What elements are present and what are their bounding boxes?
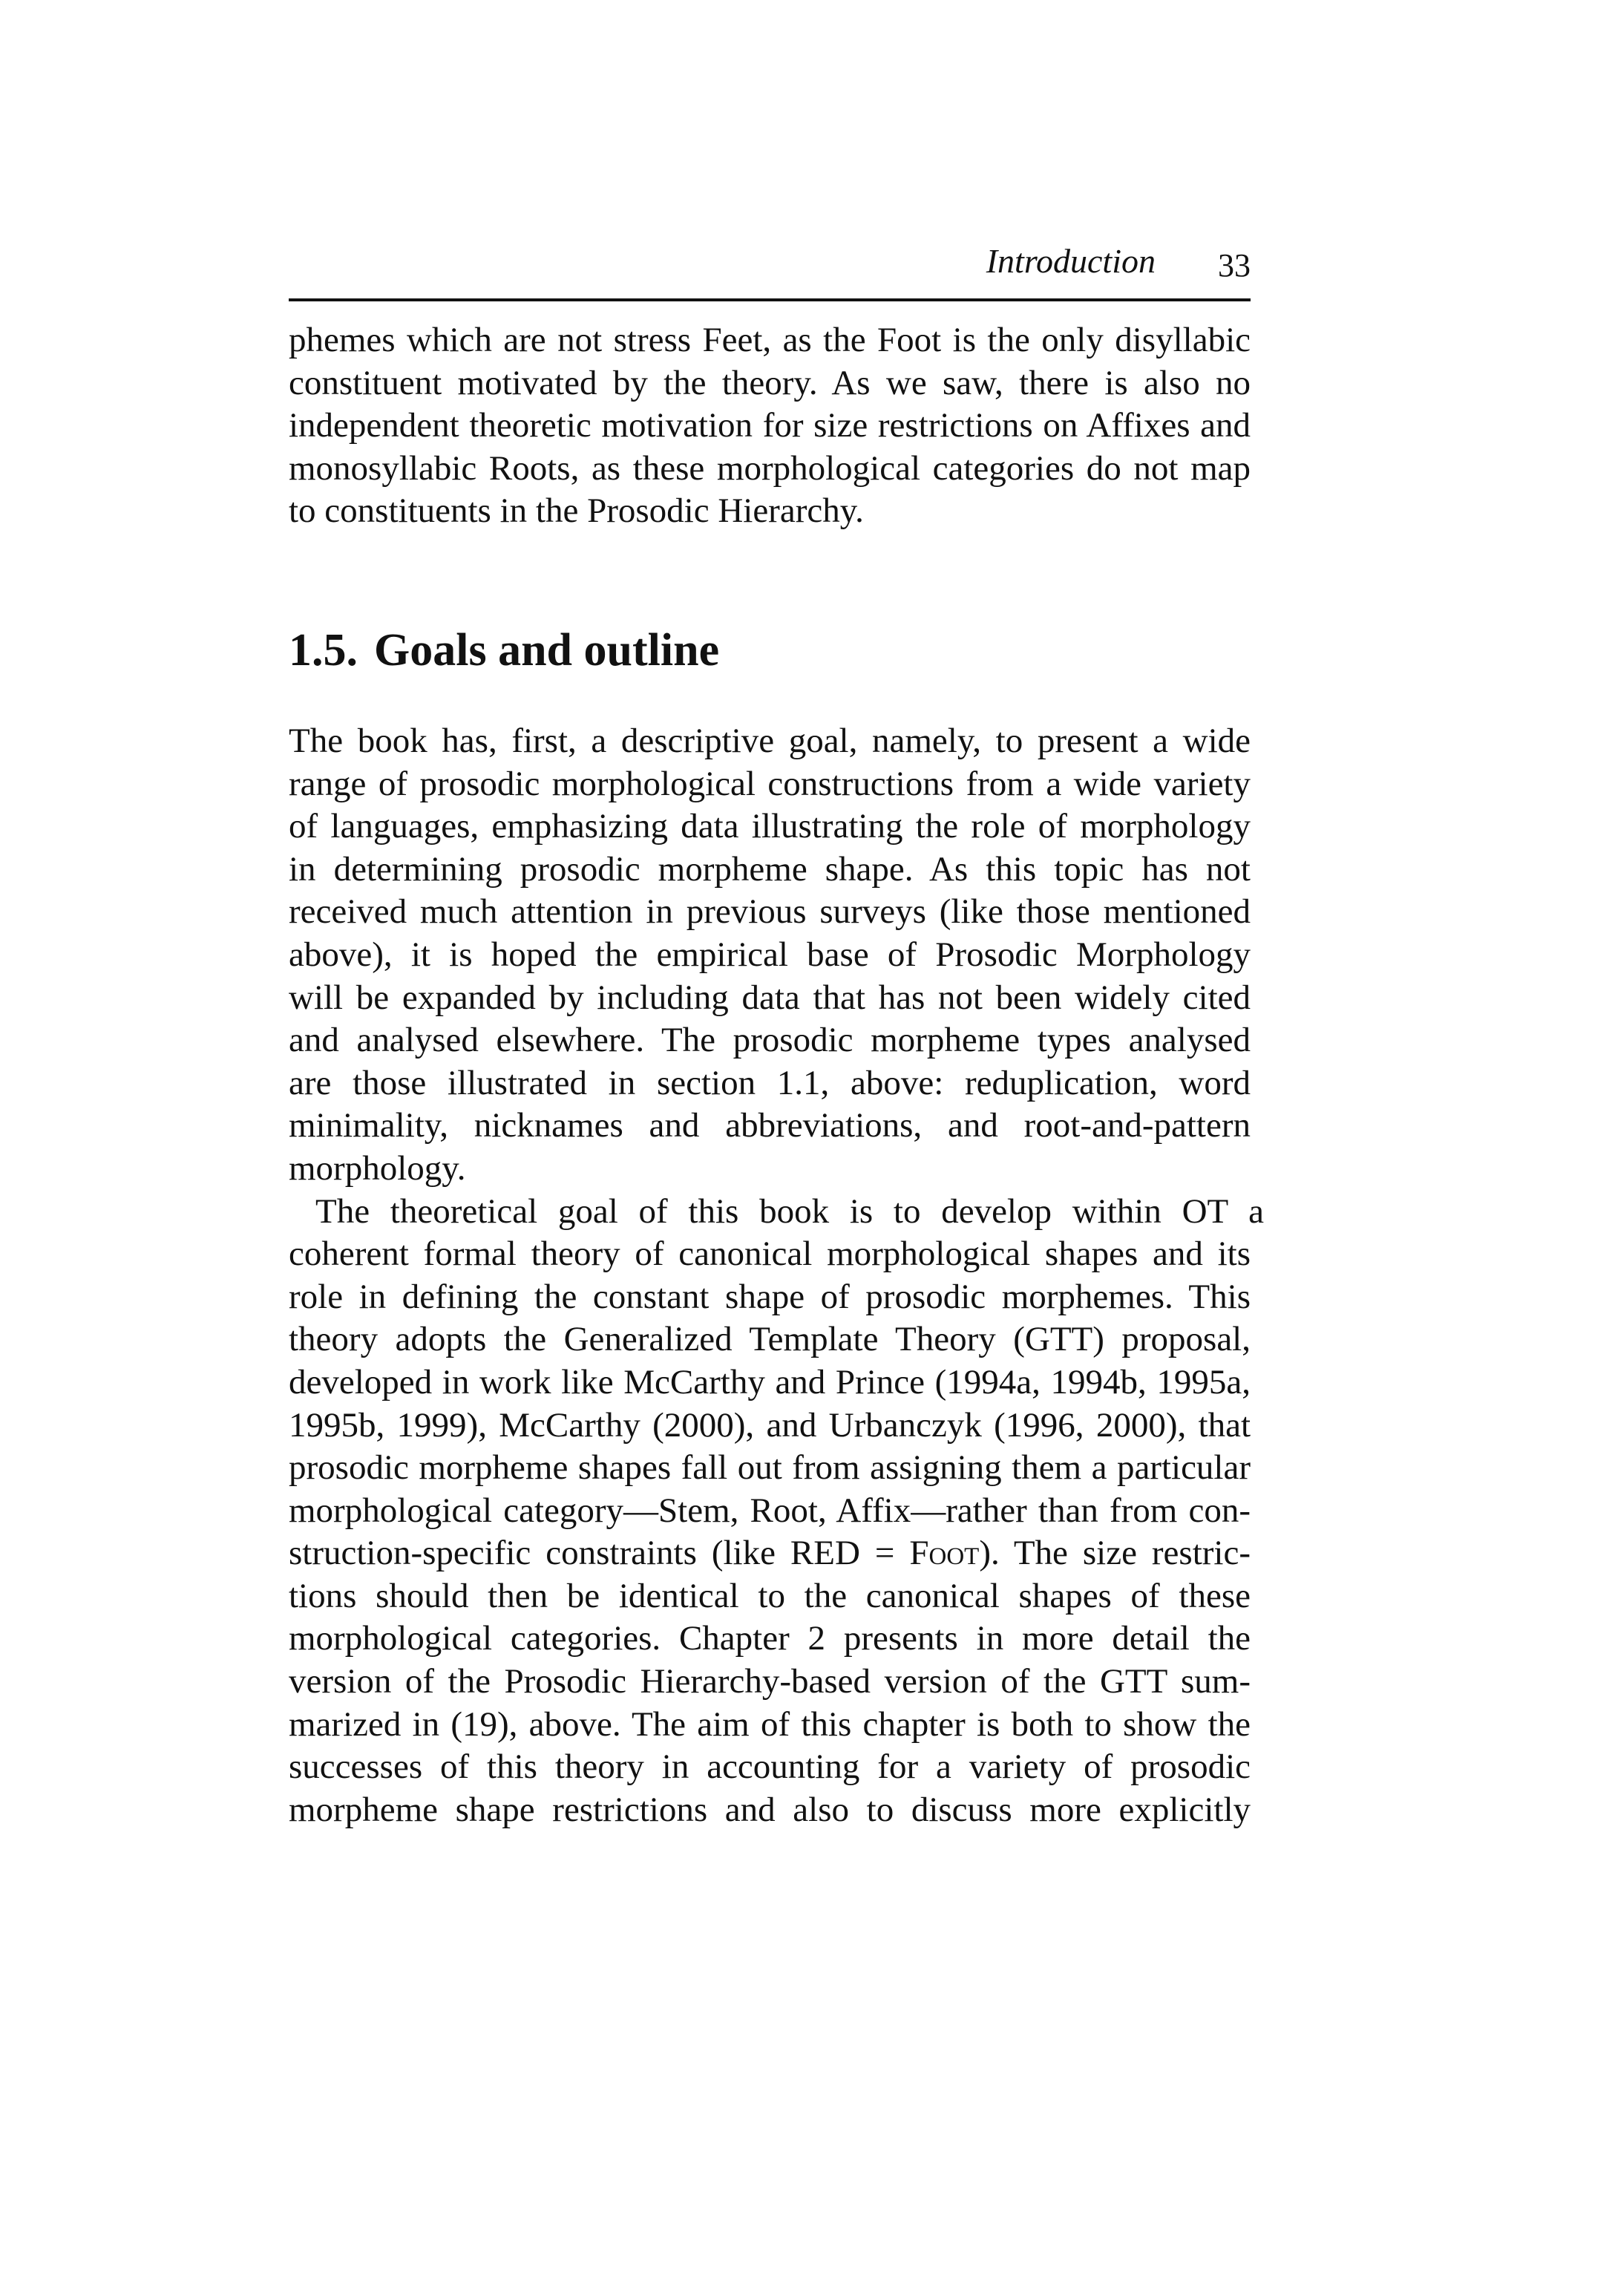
text-line: received much attention in previous surveys (like those mentioned xyxy=(289,892,1251,932)
text-line: morphology. xyxy=(289,1148,466,1188)
text-line: prosodic morpheme shapes fall out from assigning them a particular xyxy=(289,1448,1251,1488)
section-body xyxy=(289,720,1264,1831)
text-line: marized in (19), above. The aim of this chapter is both to show the xyxy=(289,1704,1251,1744)
running-title: Introduction xyxy=(986,242,1156,280)
text-line: monosyllabic Roots, as these morphological categories do not map xyxy=(289,448,1251,488)
continued-paragraph xyxy=(289,319,1251,533)
text-line: tions should then be identical to the canonical shapes of these xyxy=(289,1576,1251,1615)
text-line: The theoretical goal of this book is to develop within OT a xyxy=(315,1191,1264,1231)
text-line: of languages, emphasizing data illustrating the role of morphology xyxy=(289,807,1251,846)
text-line: phemes which are not stress Feet, as the Foot is the only disyllabic xyxy=(289,321,1251,359)
text-line: constituent motivated by the theory. As we saw, there is also no xyxy=(289,363,1251,402)
text-line: independent theoretic motivation for size restrictions on Affixes and xyxy=(289,406,1251,445)
text-line: The book has, first, a descriptive goal, namely, to present a wide xyxy=(289,722,1251,760)
text-line: above), it is hoped the empirical base of Prosodic Morphology xyxy=(289,935,1251,974)
text-line: role in defining the constant shape of prosodic morphemes. This xyxy=(289,1277,1251,1316)
paragraph-descriptive-goal xyxy=(289,720,1251,1191)
page-number: 33 xyxy=(1218,247,1251,284)
text-line: 1995b, 1999), McCarthy (2000), and Urbanczyk (1996, 2000), that xyxy=(289,1405,1251,1445)
text-line: struction-specific constraints (like RED = Foot). The size restric- xyxy=(289,1534,1251,1573)
text-line: and analysed elsewhere. The prosodic morpheme types analysed xyxy=(289,1021,1251,1060)
text-line: morphological category—Stem, Root, Affix—rather than from con- xyxy=(289,1491,1251,1530)
text-line: in determining prosodic morpheme shape. As this topic has not xyxy=(289,849,1251,889)
text-line: minimality, nicknames and abbreviations, and root-and-pattern xyxy=(289,1106,1251,1145)
text-line: morphological categories. Chapter 2 presents in more detail the xyxy=(289,1619,1251,1658)
text-line: coherent formal theory of canonical morphological shapes and its xyxy=(289,1234,1251,1274)
text-line: will be expanded by including data that has not been widely cited xyxy=(289,978,1251,1017)
text-line: version of the Prosodic Hierarchy-based version of the GTT sum- xyxy=(289,1662,1251,1701)
running-head xyxy=(289,239,1251,284)
text-line: range of prosodic morphological constructions from a wide variety xyxy=(289,764,1251,803)
text-line: to constituents in the Prosodic Hierarchy. xyxy=(289,491,864,531)
section-heading xyxy=(289,622,1251,678)
text-line: are those illustrated in section 1.1, above: reduplication, word xyxy=(289,1063,1251,1102)
header-rule xyxy=(289,298,1251,301)
paragraph-theoretical-goal xyxy=(289,1191,1264,1832)
text-line: successes of this theory in accounting for a variety of prosodic xyxy=(289,1747,1251,1787)
section-title: Goals and outline xyxy=(374,625,720,676)
text-line: morpheme shape restrictions and also to discuss more explicitly xyxy=(289,1790,1251,1829)
text-line: theory adopts the Generalized Template Theory (GTT) proposal, xyxy=(289,1320,1251,1359)
section-number: 1.5. xyxy=(289,625,358,676)
smallcaps-foot: Foot xyxy=(909,1534,980,1573)
text-line: developed in work like McCarthy and Prince (1994a, 1994b, 1995a, xyxy=(289,1362,1251,1402)
